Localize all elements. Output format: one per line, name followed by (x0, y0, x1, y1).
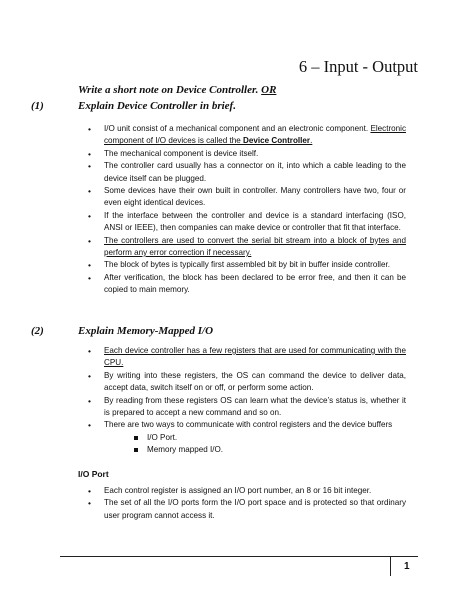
list-item (86, 123, 406, 148)
list-item: • After verification, the block has been declared to be error free, and then it can be copied to main memory. (86, 272, 406, 297)
question-1-line-1 (78, 84, 276, 96)
question-2-bullet-list (86, 345, 406, 456)
question-1-line-2: Explain Device Controller in brief. (78, 100, 236, 112)
sub-list-item: I/O Port. (134, 432, 406, 444)
io-port-bullet-list (86, 485, 406, 522)
list-item: • The controller card usually has a connector on it, into which a cable leading to the device itself can be plugged. (86, 160, 406, 185)
question-1-bullet-list (86, 123, 406, 297)
list-item: • The mechanical component is device itself. (86, 148, 406, 160)
bullet-text: I/O unit consist of a mechanical component and an electronic component. (104, 124, 371, 133)
device-controller-term: Device Controller (243, 136, 311, 146)
page-title: 6 – Input - Output (298, 57, 418, 76)
list-item (86, 419, 406, 456)
list-item: • By writing into these registers, the OS can command the device to deliver data, accept data, switch itself on or off, or perform some action. (86, 370, 406, 395)
footer-divider (60, 556, 418, 557)
io-port-heading: I/O Port (78, 469, 109, 479)
sub-list (104, 432, 406, 457)
sub-list-item: Memory mapped I/O. (134, 444, 406, 456)
page-number: 1 (404, 561, 410, 572)
list-item (86, 235, 406, 260)
list-item: • Each control register is assigned an I/O port number, an 8 or 16 bit integer. (86, 485, 406, 497)
bullet-text: There are two ways to communicate with control registers and the device buffers (104, 420, 393, 430)
question-2-number: (2) (31, 325, 44, 337)
underlined-text: Each device controller has a few registers that are used for communicating with the CPU. (104, 346, 406, 368)
list-item: • The block of bytes is typically first assembled bit by bit in buffer inside controller. (86, 259, 406, 271)
underlined-segment: Electronic component of I/O devices is called the (104, 124, 406, 146)
question-1-number: (1) (31, 100, 44, 112)
list-item: • If the interface between the controller and device is a standard interfacing (ISO, ANSI or IEEE), then companies can make device or controller that fit that interface. (86, 210, 406, 235)
or-label: OR (261, 84, 277, 96)
list-item (86, 345, 406, 370)
list-item: • By reading from these registers OS can learn what the device’s status is, whether it is prepared to accept a new command and so on. (86, 395, 406, 420)
list-item: • Some devices have their own built in controller. Many controllers have two, four or even eight identical devices. (86, 185, 406, 210)
period: . (310, 136, 313, 146)
question-2-heading: Explain Memory-Mapped I/O (78, 325, 214, 337)
footer-separator (390, 556, 391, 576)
question-1-line-1-text: Write a short note on Device Controller. (78, 84, 259, 96)
underlined-text: The controllers are used to convert the serial bit stream into a block of bytes and perform any error correction if necessary. (104, 235, 406, 257)
list-item: • The set of all the I/O ports form the I/O port space and is protected so that ordinary user program cannot access it. (86, 497, 406, 522)
